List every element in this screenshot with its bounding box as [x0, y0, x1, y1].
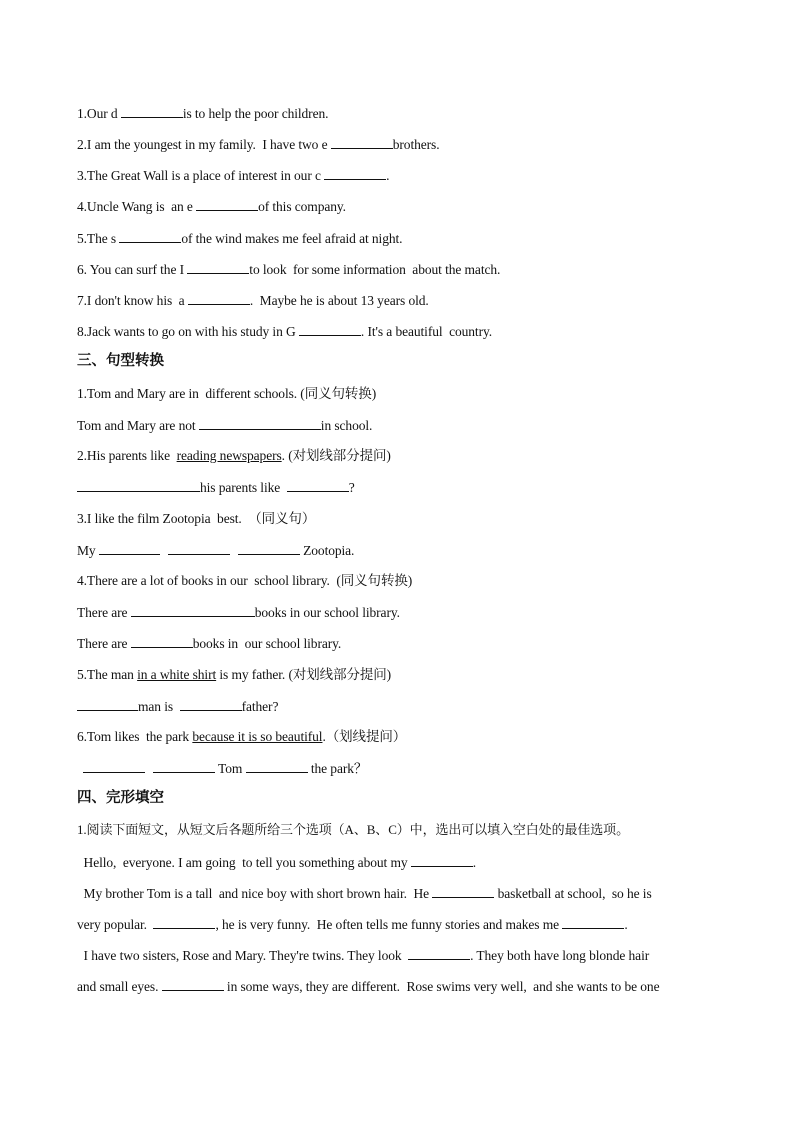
answer-blank[interactable] — [131, 634, 193, 648]
answer-blank[interactable] — [119, 229, 181, 243]
answer-3-6 — [77, 759, 367, 778]
answer-text: Tom and Mary are not — [77, 418, 199, 433]
vocab-text: 1.Our d — [77, 106, 121, 121]
answer-3-1 — [77, 416, 372, 435]
answer-text: Tom — [215, 761, 246, 776]
cloze-line-5 — [77, 977, 659, 996]
vocab-text: . Maybe he is about 13 years old. — [249, 293, 429, 308]
answer-3-4a — [77, 603, 400, 622]
answer-blank[interactable] — [153, 759, 215, 773]
vocab-item-1 — [77, 104, 328, 123]
answer-blank[interactable] — [196, 197, 258, 211]
vocab-item-2 — [77, 135, 439, 154]
passage-text: very popular. — [77, 917, 154, 932]
vocab-item-7 — [77, 291, 429, 310]
question-3-4 — [77, 572, 412, 590]
section-heading-4: 四、完形填空 — [77, 790, 164, 806]
answer-blank[interactable] — [77, 697, 138, 711]
answer-blank[interactable] — [188, 291, 250, 305]
vocab-text: 5.The s — [77, 231, 120, 246]
question-text: 3.I like the film Zootopia best. （同义句） — [77, 511, 316, 526]
vocab-text: . It's a beautiful country. — [360, 324, 493, 339]
answer-blank[interactable] — [246, 759, 308, 773]
vocab-text: . — [386, 168, 390, 183]
underlined-phrase: because it is so beautiful — [192, 729, 323, 744]
answer-text: ? — [348, 480, 355, 495]
answer-text: There are — [77, 636, 131, 651]
question-text: 6.Tom likes the park — [77, 729, 193, 744]
vocab-text: 3.The Great Wall is a place of interest in our c — [77, 168, 325, 183]
vocab-text: 4.Uncle Wang is an e — [77, 199, 197, 214]
vocab-item-4 — [77, 197, 346, 216]
question-text: . (对划线部分提问) — [281, 448, 391, 463]
answer-blank[interactable] — [153, 915, 215, 929]
answer-blank[interactable] — [562, 915, 624, 929]
answer-blank[interactable] — [287, 478, 349, 492]
question-3-6 — [77, 728, 406, 746]
passage-text: Hello, everyone. I am going to tell you something about my — [77, 855, 411, 870]
answer-blank[interactable] — [168, 541, 230, 555]
answer-text: father? — [241, 699, 279, 714]
section-heading-3: 三、句型转换 — [77, 353, 164, 369]
vocab-text: 7.I don't know his a — [77, 293, 188, 308]
question-3-2 — [77, 447, 391, 465]
answer-3-4b — [77, 634, 341, 653]
cloze-line-1 — [77, 853, 476, 872]
passage-text: . — [624, 917, 628, 932]
answer-blank[interactable] — [299, 322, 361, 336]
passage-text: I have two sisters, Rose and Mary. They're twins. They look — [77, 948, 409, 963]
answer-3-5 — [77, 697, 278, 716]
answer-3-3 — [77, 541, 354, 560]
vocab-text: brothers. — [392, 137, 440, 152]
passage-text: . They both have long blonde hair — [470, 948, 650, 963]
vocab-text: 6. You can surf the I — [77, 262, 188, 277]
vocab-text: to look for some information about the match. — [249, 262, 501, 277]
answer-text: the park？ — [307, 761, 368, 776]
answer-blank[interactable] — [83, 759, 145, 773]
cloze-instructions — [77, 821, 629, 839]
cloze-line-4 — [77, 946, 649, 965]
answer-blank[interactable] — [408, 946, 470, 960]
question-text: 4.There are a lot of books in our school library. (同义句转换) — [77, 573, 413, 588]
instruction-text: 1.阅读下面短文，从短文后各题所给三个选项（A、B、C）中，选出可以填入空白处的最佳选项。 — [77, 822, 629, 837]
answer-blank[interactable] — [411, 853, 473, 867]
passage-text: My brother Tom is a tall and nice boy with short brown hair. He — [77, 886, 433, 901]
answer-text: books in our school library. — [192, 636, 342, 651]
underlined-phrase: in a white shirt — [137, 667, 217, 682]
question-3-1 — [77, 385, 376, 403]
answer-blank[interactable] — [131, 603, 255, 617]
answer-text: There are — [77, 605, 131, 620]
question-text: .（划线提问） — [322, 729, 407, 744]
answer-blank[interactable] — [99, 541, 160, 555]
question-text: 1.Tom and Mary are in different schools. (同义句转换) — [77, 386, 377, 401]
vocab-item-8 — [77, 322, 492, 341]
passage-text: and small eyes. — [77, 979, 162, 994]
question-text: 2.His parents like — [77, 448, 177, 463]
answer-blank[interactable] — [162, 977, 224, 991]
answer-blank[interactable] — [180, 697, 242, 711]
vocab-text: 2.I am the youngest in my family. I have two e — [77, 137, 331, 152]
answer-text: Zootopia. — [299, 543, 355, 558]
underlined-phrase: reading newspapers — [176, 448, 282, 463]
cloze-line-2 — [77, 884, 652, 903]
question-text: 5.The man — [77, 667, 138, 682]
answer-text: man is — [138, 699, 180, 714]
passage-text: in some ways, they are different. Rose swims very well, and she wants to be one — [223, 979, 660, 994]
question-text: is my father. (对划线部分提问) — [216, 667, 392, 682]
question-3-3 — [77, 510, 315, 528]
passage-text: basketball at school, so he is — [494, 886, 652, 901]
answer-blank[interactable] — [187, 260, 249, 274]
answer-text: books in our school library. — [254, 605, 400, 620]
passage-text: , he is very funny. He often tells me funny stories and makes me — [215, 917, 563, 932]
vocab-text: of this company. — [258, 199, 346, 214]
vocab-text: is to help the poor children. — [182, 106, 329, 121]
vocab-item-3 — [77, 166, 389, 185]
answer-blank[interactable] — [432, 884, 494, 898]
answer-blank[interactable] — [121, 104, 183, 118]
question-3-5 — [77, 666, 391, 684]
vocab-item-6 — [77, 260, 500, 279]
answer-blank[interactable] — [199, 416, 321, 430]
answer-3-2 — [77, 478, 355, 497]
vocab-text: of the wind makes me feel afraid at night. — [181, 231, 403, 246]
answer-text: in school. — [320, 418, 373, 433]
answer-blank[interactable] — [324, 166, 386, 180]
cloze-line-3 — [77, 915, 628, 934]
vocab-item-5 — [77, 229, 402, 248]
vocab-text: 8.Jack wants to go on with his study in G — [77, 324, 299, 339]
answer-text: his parents like — [200, 480, 287, 495]
answer-blank[interactable] — [77, 478, 200, 492]
answer-blank[interactable] — [331, 135, 393, 149]
passage-text: . — [472, 855, 477, 870]
answer-text: My — [77, 543, 99, 558]
answer-blank[interactable] — [238, 541, 300, 555]
